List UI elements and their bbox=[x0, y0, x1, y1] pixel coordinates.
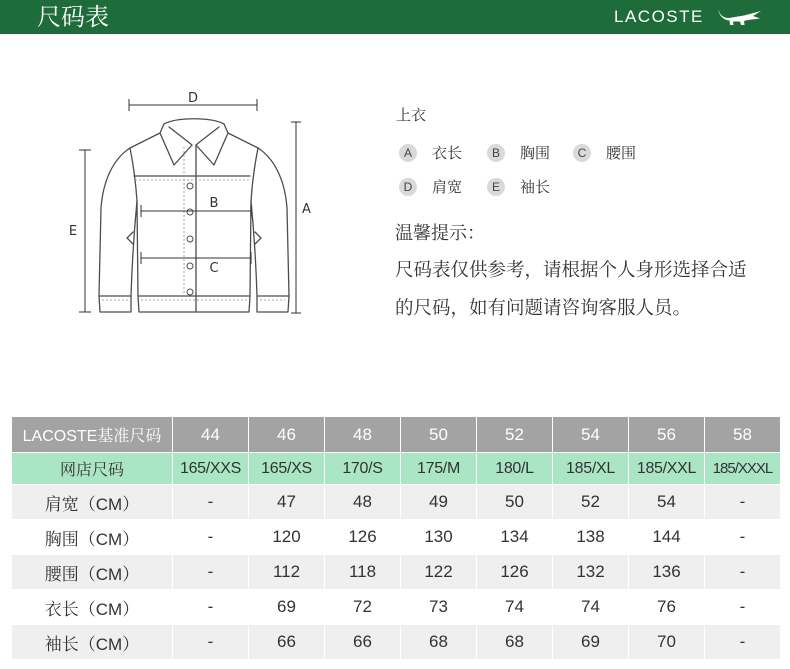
shop-size-cell: 180/L bbox=[477, 453, 552, 484]
left-sleeve bbox=[99, 148, 137, 296]
garment-category: 上衣 bbox=[396, 106, 427, 124]
legend-label: 腰围 bbox=[606, 144, 637, 162]
button bbox=[187, 236, 193, 242]
table-cell: 132 bbox=[553, 555, 628, 589]
table-cell: 68 bbox=[401, 625, 476, 659]
row-label: 腰围（CM） bbox=[12, 555, 172, 589]
table-cell: 66 bbox=[249, 625, 324, 659]
size-header-cell: 48 bbox=[325, 417, 400, 452]
size-header-cell: 50 bbox=[401, 417, 476, 452]
shop-size-cell: 185/XXL bbox=[629, 453, 704, 484]
size-header-cell: 58 bbox=[705, 417, 780, 452]
table-cell: 54 bbox=[629, 485, 704, 519]
table-cell: 72 bbox=[325, 590, 400, 624]
table-cell: 130 bbox=[401, 520, 476, 554]
shoulder-seams bbox=[130, 133, 258, 148]
legend-label: 胸围 bbox=[520, 144, 551, 162]
size-header-cell: 52 bbox=[477, 417, 552, 452]
left-cuff bbox=[99, 296, 131, 312]
size-header-cell: 44 bbox=[173, 417, 248, 452]
table-cell: 122 bbox=[401, 555, 476, 589]
legend-label: 衣长 bbox=[432, 144, 463, 162]
side-pleats bbox=[127, 232, 261, 244]
collar bbox=[160, 119, 228, 165]
dimension-line-a bbox=[291, 122, 301, 313]
buttons bbox=[187, 183, 193, 295]
size-table bbox=[12, 417, 780, 659]
notice-line: 的尺码，如有问题请咨询客服人员。 bbox=[395, 298, 692, 319]
row-label: 袖长（CM） bbox=[12, 625, 172, 659]
table-cell: 120 bbox=[249, 520, 324, 554]
table-cell: 138 bbox=[553, 520, 628, 554]
shop-size-cell: 185/XL bbox=[553, 453, 628, 484]
legend-label: 肩宽 bbox=[432, 178, 463, 196]
button bbox=[187, 289, 193, 295]
letter-badge: E bbox=[487, 178, 505, 196]
table-cell: 144 bbox=[629, 520, 704, 554]
legend-item-c bbox=[573, 143, 636, 163]
table-cell: 52 bbox=[553, 485, 628, 519]
table-cell: 73 bbox=[401, 590, 476, 624]
size-header-cell: 46 bbox=[249, 417, 324, 452]
table-cell: 112 bbox=[249, 555, 324, 589]
dimension-label-c: C bbox=[209, 261, 219, 276]
table-cell: 74 bbox=[553, 590, 628, 624]
legend-item-d bbox=[399, 177, 462, 197]
table-cell: - bbox=[173, 520, 248, 554]
table-cell: 50 bbox=[477, 485, 552, 519]
legend-label: 袖长 bbox=[520, 178, 551, 196]
table-cell: - bbox=[705, 625, 780, 659]
shop-size-cell: 165/XXS bbox=[173, 453, 248, 484]
table-cell: - bbox=[173, 485, 248, 519]
legend-item-a bbox=[399, 143, 462, 163]
table-cell: 70 bbox=[629, 625, 704, 659]
jacket-diagram bbox=[0, 0, 340, 330]
legend-item-b bbox=[487, 143, 550, 163]
dimension-label-d: D bbox=[187, 91, 199, 106]
dimension-label-a: A bbox=[302, 202, 311, 217]
table-cell: 126 bbox=[325, 520, 400, 554]
letter-badge: D bbox=[399, 178, 417, 196]
letter-badge: A bbox=[399, 144, 417, 162]
dimension-line-e bbox=[79, 150, 91, 312]
button bbox=[187, 209, 193, 215]
table-cell: 48 bbox=[325, 485, 400, 519]
shop-size-cell: 175/M bbox=[401, 453, 476, 484]
table-cell: - bbox=[705, 485, 780, 519]
table-cell: - bbox=[705, 590, 780, 624]
jacket-outline-icon bbox=[99, 119, 289, 312]
right-sleeve bbox=[251, 148, 289, 296]
table-header-label: LACOSTE基准尺码 bbox=[12, 417, 172, 452]
stitching bbox=[102, 147, 285, 300]
body-side-seams bbox=[137, 201, 251, 296]
shop-size-cell: 170/S bbox=[325, 453, 400, 484]
size-header-cell: 56 bbox=[629, 417, 704, 452]
crocodile-logo-icon bbox=[718, 7, 762, 27]
row-label: 网店尺码 bbox=[12, 453, 172, 484]
row-label: 胸围（CM） bbox=[12, 520, 172, 554]
dimension-label-e: E bbox=[68, 224, 78, 239]
shop-size-cell: 165/XS bbox=[249, 453, 324, 484]
table-cell: 69 bbox=[249, 590, 324, 624]
notice-title: 温馨提示： bbox=[395, 223, 485, 244]
table-cell: 126 bbox=[477, 555, 552, 589]
shop-size-cell: 185/XXXL bbox=[705, 453, 780, 484]
table-cell: 49 bbox=[401, 485, 476, 519]
right-cuff bbox=[257, 296, 289, 312]
row-label: 衣长（CM） bbox=[12, 590, 172, 624]
table-cell: 118 bbox=[325, 555, 400, 589]
row-label: 肩宽（CM） bbox=[12, 485, 172, 519]
size-header-cell: 54 bbox=[553, 417, 628, 452]
page-title: 尺码表 bbox=[37, 3, 109, 31]
table-cell: 69 bbox=[553, 625, 628, 659]
table-cell: 47 bbox=[249, 485, 324, 519]
table-cell: - bbox=[705, 520, 780, 554]
table-cell: 76 bbox=[629, 590, 704, 624]
table-cell: 134 bbox=[477, 520, 552, 554]
button bbox=[187, 183, 193, 189]
notice-line: 尺码表仅供参考，请根据个人身形选择合适 bbox=[395, 260, 747, 281]
hem-band bbox=[138, 296, 250, 312]
letter-badge: C bbox=[573, 144, 591, 162]
legend-item-e bbox=[487, 177, 550, 197]
button bbox=[187, 263, 193, 269]
table-cell: 74 bbox=[477, 590, 552, 624]
letter-badge: B bbox=[487, 144, 505, 162]
table-cell: 136 bbox=[629, 555, 704, 589]
table-cell: 68 bbox=[477, 625, 552, 659]
table-cell: - bbox=[173, 625, 248, 659]
brand-name: LACOSTE bbox=[614, 7, 704, 26]
table-cell: - bbox=[173, 555, 248, 589]
table-cell: - bbox=[173, 590, 248, 624]
table-cell: - bbox=[705, 555, 780, 589]
dimension-label-b: B bbox=[209, 196, 219, 211]
table-cell: 66 bbox=[325, 625, 400, 659]
